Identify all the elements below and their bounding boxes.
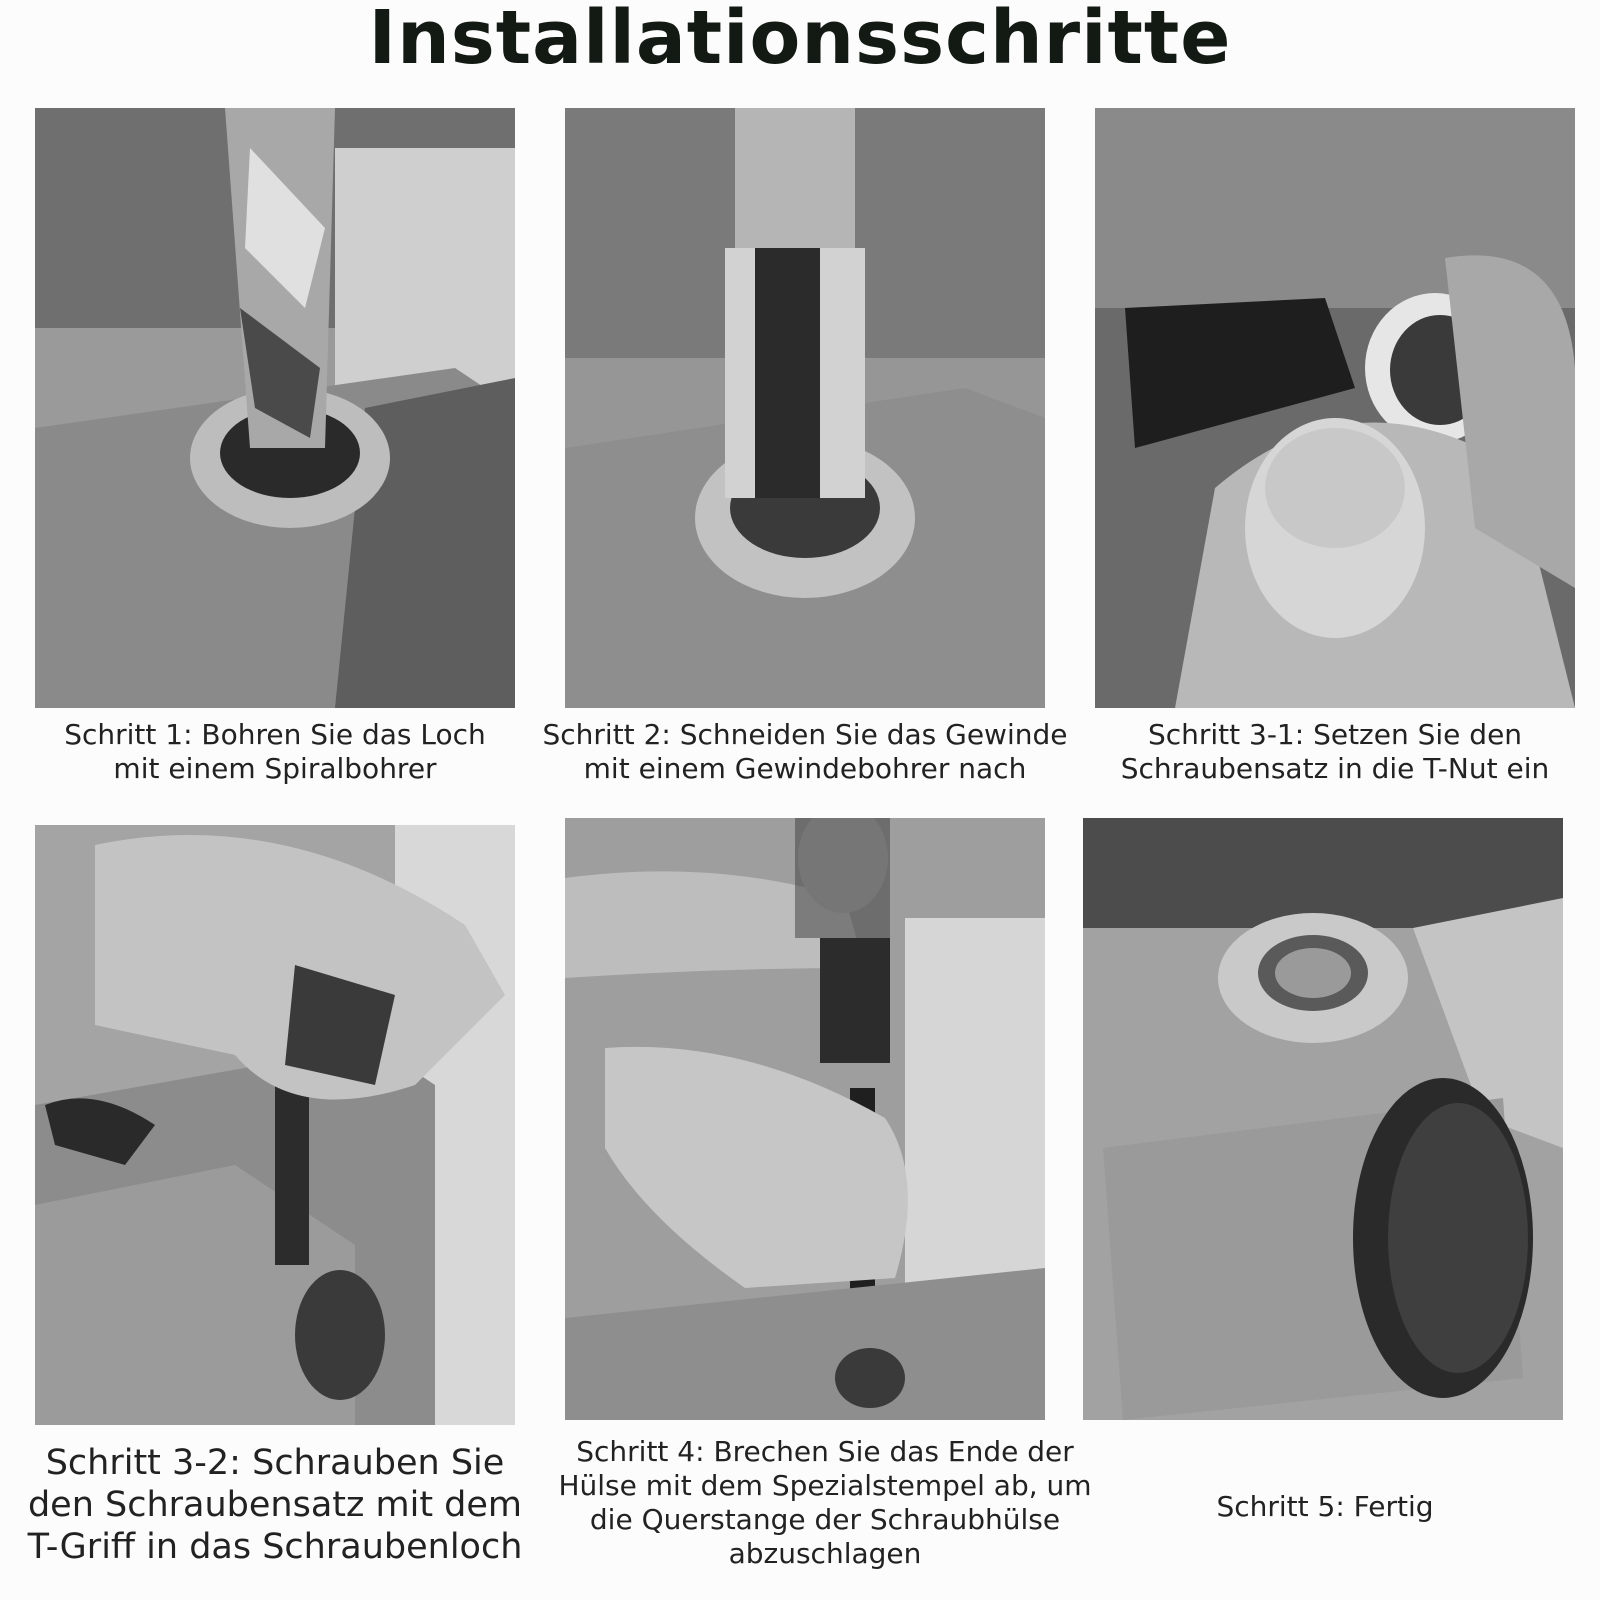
step-4-photo <box>565 818 1045 1420</box>
step-5-photo <box>1083 818 1563 1420</box>
step-3-1-photo <box>1095 108 1575 708</box>
step-2-caption: Schritt 2: Schneiden Sie das Gewinde mit einem Gewindebohrer nach <box>542 718 1068 785</box>
step-3-2-photo <box>35 825 515 1425</box>
step-3-2-caption: Schritt 3-2: Schrauben Sie den Schraubensatz mit dem T-Griff in das Schraubenloch <box>27 1443 523 1567</box>
step-2-photo <box>565 108 1045 708</box>
step-3-1-caption: Schritt 3-1: Setzen Sie den Schraubensatz in die T-Nut ein <box>1120 718 1550 785</box>
step-1-photo <box>35 108 515 708</box>
step-1-caption: Schritt 1: Bohren Sie das Loch mit einem Spiralbohrer <box>64 718 486 785</box>
step-5-caption: Schritt 5: Fertig <box>1216 1490 1434 1523</box>
step-4-caption: Schritt 4: Brechen Sie das Ende der Hülse mit dem Spezialstempel ab, um die Querstange der Schraubhülse abzuschlagen <box>558 1435 1092 1570</box>
page-title: Installationsschritte <box>368 0 1232 81</box>
